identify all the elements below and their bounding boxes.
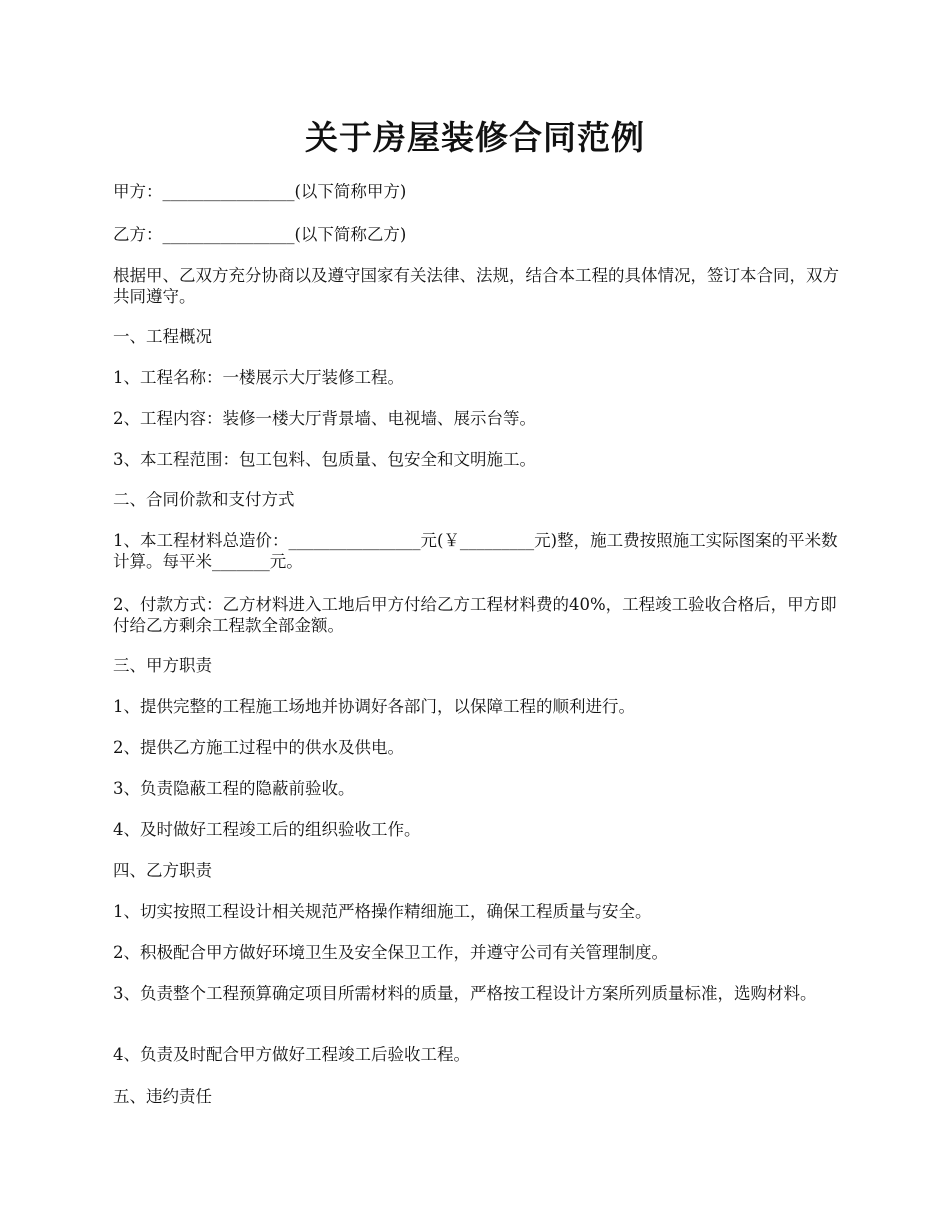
section-heading-1: 一、工程概况 bbox=[113, 327, 212, 346]
clause-1-1: 1、工程名称：一楼展示大厅装修工程。 bbox=[113, 368, 404, 387]
clause-4-2: 2、积极配合甲方做好环境卫生及安全保卫工作，并遵守公司有关管理制度。 bbox=[113, 943, 668, 962]
section-heading-2: 二、合同价款和支付方式 bbox=[113, 490, 295, 509]
preamble-paragraph: 根据甲、乙双方充分协商以及遵守国家有关法律、法规，结合本工程的具体情况，签订本合同，双方共同遵守。 bbox=[113, 266, 839, 306]
clause-3-4: 4、及时做好工程竣工后的组织验收工作。 bbox=[113, 820, 421, 839]
party-a-line: 甲方：________________(以下简称甲方) bbox=[113, 182, 407, 201]
clause-3-1: 1、提供完整的工程施工场地并协调好各部门，以保障工程的顺利进行。 bbox=[113, 697, 635, 716]
clause-2-2: 2、付款方式：乙方材料进入工地后甲方付给乙方工程材料费的40%，工程竣工验收合格后，甲方即付给乙方剩余工程款全部金额。 bbox=[113, 595, 837, 635]
document-title: 关于房屋装修合同范例 bbox=[305, 118, 645, 157]
section-heading-4: 四、乙方职责 bbox=[113, 861, 212, 880]
clause-4-4: 4、负责及时配合甲方做好工程竣工后验收工程。 bbox=[113, 1045, 470, 1064]
section-heading-3: 三、甲方职责 bbox=[113, 656, 212, 675]
clause-3-2: 2、提供乙方施工过程中的供水及供电。 bbox=[113, 738, 404, 757]
section-heading-5: 五、违约责任 bbox=[113, 1087, 212, 1106]
clause-4-1: 1、切实按照工程设计相关规范严格操作精细施工，确保工程质量与安全。 bbox=[113, 902, 652, 921]
clause-1-3: 3、本工程范围：包工包料、包质量、包安全和文明施工。 bbox=[113, 450, 536, 469]
clause-3-3: 3、负责隐蔽工程的隐蔽前验收。 bbox=[113, 779, 355, 798]
clause-2-1: 1、本工程材料总造价：________________元(￥_________元)整，施工费按照施工实际图案的平米数计算。每平米_______元。 bbox=[113, 531, 838, 571]
party-b-line: 乙方：________________(以下简称乙方) bbox=[113, 225, 407, 244]
clause-1-2: 2、工程内容：装修一楼大厅背景墙、电视墙、展示台等。 bbox=[113, 409, 536, 428]
clause-4-3: 3、负责整个工程预算确定项目所需材料的质量，严格按工程设计方案所列质量标准，选购材料。 bbox=[113, 984, 817, 1003]
